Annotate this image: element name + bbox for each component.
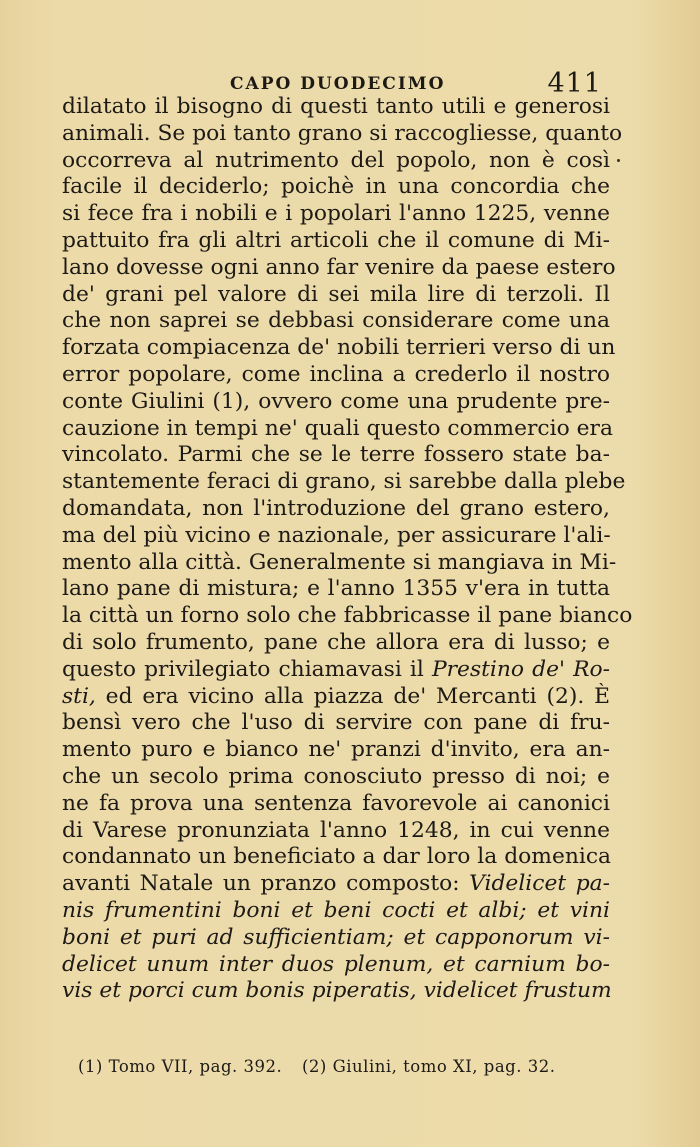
text-line: forzata compiacenza de' nobili terrieri verso di un: [62, 335, 616, 361]
text-line: di Varese pronunziata l'anno 1248, in cui venne: [62, 817, 610, 843]
text-line: di solo frumento, pane che allora era di lusso; e: [62, 629, 610, 655]
text-line: de' grani pel valore di sei mila lire di terzoli. Il: [62, 281, 610, 307]
text-line: sti, ed era vicino alla piazza de' Mercanti (2). È: [62, 683, 610, 709]
text-line: avanti Natale un pranzo composto: Videlicet pa-: [62, 871, 611, 897]
text-line: mento alla città. Generalmente si mangiava in Mi-: [62, 549, 617, 575]
text-line: bensì vero che l'uso di servire con pane di fru-: [62, 710, 610, 736]
text-line: dilatato il bisogno di questi tanto utili e generosi: [62, 94, 610, 119]
italic-phrase: Prestino de' Ro-: [431, 656, 610, 682]
latin-quote-line: nis frumentini boni et beni cocti et albi; et vini: [62, 897, 610, 923]
latin-quote-line: delicet unum inter duos plenum, et carnium bo-: [62, 951, 610, 977]
text-line: lano pane di mistura; e l'anno 1355 v'era in tutta: [62, 576, 610, 602]
latin-quote-line: vis et porci cum bonis piperatis, videlicet frustum: [62, 978, 612, 1004]
text-line: lano dovesse ogni anno far venire da paese estero: [62, 254, 616, 280]
text-line: condannato un beneficiato a dar loro la domenica: [62, 844, 612, 870]
text-line: ne fa prova una sentenza favorevole ai canonici: [62, 790, 610, 816]
text-line: conte Giulini (1), ovvero come una prudente pre-: [62, 388, 610, 414]
text-line: cauzione in tempi ne' quali questo commercio era: [62, 415, 613, 441]
text-line: che non saprei se debbasi considerare come una: [62, 308, 610, 334]
margin-speck: [617, 159, 620, 162]
text-line: error popolare, come inclina a crederlo il nostro: [62, 361, 610, 387]
text-line: vincolato. Parmi che se le terre fossero state ba-: [62, 442, 610, 468]
text-line: occorreva al nutrimento del popolo, non è così: [62, 147, 610, 173]
latin-quote: Videlicet pa-: [469, 871, 611, 897]
text-line: facile il deciderlo; poichè in una concordia che: [62, 174, 610, 200]
body-text: [62, 94, 633, 1005]
text-line: la città un forno solo che fabbricasse il pane bianco: [62, 603, 633, 629]
text-line: mento puro e bianco ne' pranzi d'invito, era an-: [62, 737, 610, 763]
text-line: pattuito fra gli altri articoli che il comune di Mi-: [62, 227, 610, 253]
text-line: che un secolo prima conosciuto presso di noi; e: [62, 763, 610, 789]
text-line: questo privilegiato chiamavasi il Prestino de' Ro-: [62, 656, 610, 682]
italic-phrase: sti,: [62, 683, 96, 709]
text-line: domandata, non l'introduzione del grano estero,: [62, 495, 610, 521]
latin-quote-line: boni et puri ad sufficientiam; et capponorum vi-: [62, 924, 610, 950]
footnote-2: (2) Giulini, tomo XI, pag. 32.: [301, 1057, 556, 1076]
page-number: 411: [547, 68, 602, 99]
text-line: stantemente feraci di grano, si sarebbe dalla plebe: [62, 469, 626, 495]
running-head: CAPO DUODECIMO: [230, 74, 446, 94]
text-line: ma del più vicino e nazionale, per assicurare l'ali-: [62, 522, 611, 548]
text-line: animali. Se poi tanto grano si raccogliesse, quanto: [62, 120, 623, 146]
footnotes: [78, 1057, 608, 1076]
text-line: si fece fra i nobili e i popolari l'anno 1225, venne: [62, 201, 610, 227]
footnote-1: (1) Tomo VII, pag. 392.: [78, 1057, 283, 1076]
